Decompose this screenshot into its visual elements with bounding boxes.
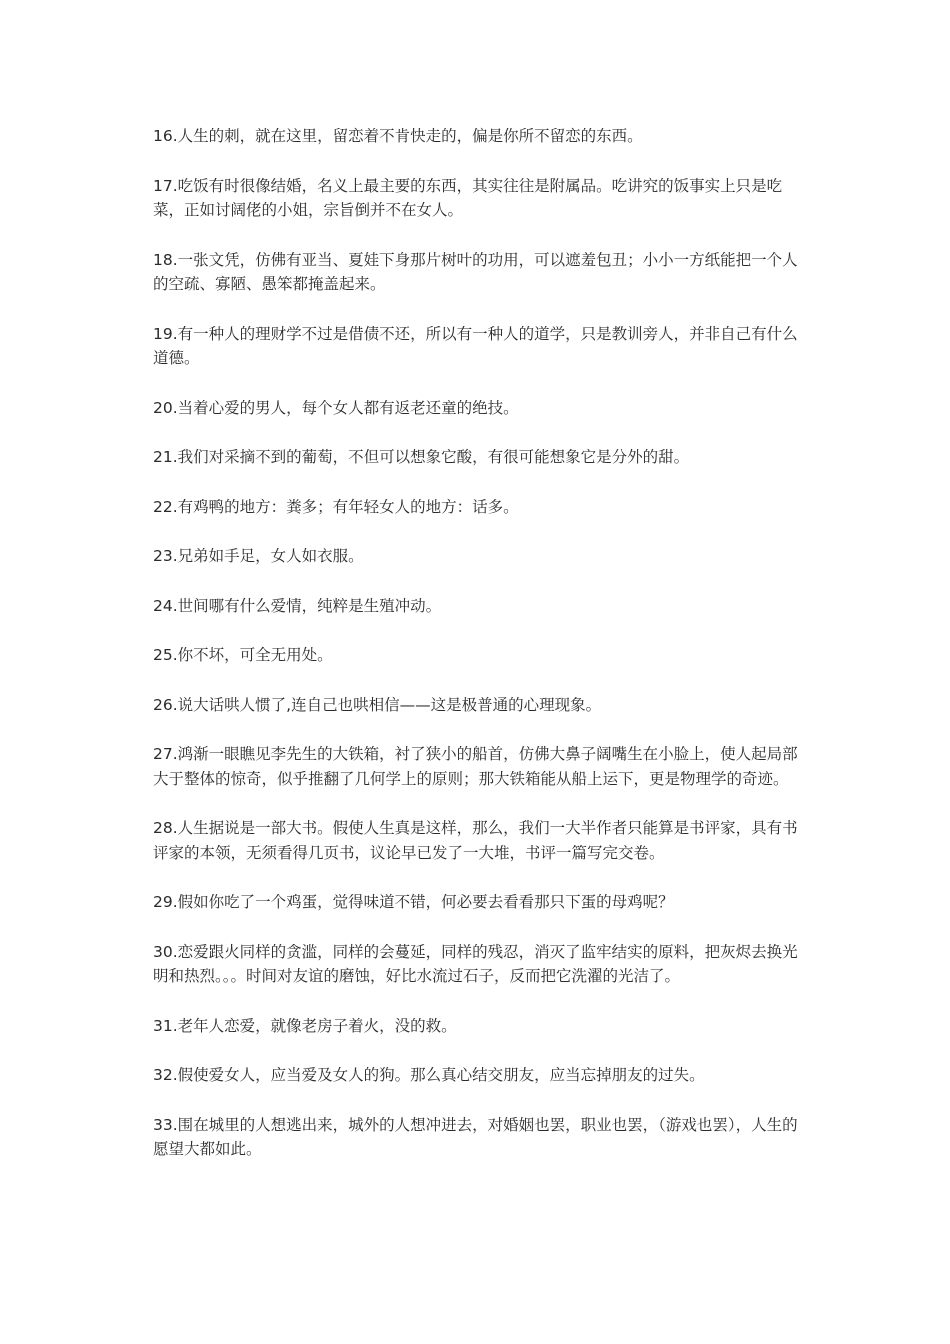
quote-21: 21.我们对采摘不到的葡萄，不但可以想象它酸，有很可能想象它是分外的甜。 (153, 448, 690, 466)
quote-31: 31.老年人恋爱，就像老房子着火，没的救。 (153, 1016, 457, 1035)
document-page (153, 124, 813, 1187)
quote-27: 27.鸿渐一眼瞧见李先生的大铁箱，衬了狭小的船首，仿佛大鼻子阔嘴生在小脸上，使人起局部大于整体的惊奇，似乎推翻了几何学上的原则；那大铁箱能从船上运下，更是物理学的奇迹。 (153, 745, 798, 788)
quote-17: 17.吃饭有时很像结婚，名义上最主要的东西，其实往往是附属品。吃讲究的饭事实上只是吃菜，正如讨阔佬的小姐，宗旨倒并不在女人。 (153, 176, 783, 219)
quote-29: 29.假如你吃了一个鸡蛋，觉得味道不错，何必要去看看那只下蛋的母鸡呢？ (153, 893, 674, 911)
quote-25: 25.你不坏，可全无用处。 (153, 646, 333, 664)
quote-22: 22.有鸡鸭的地方：粪多；有年轻女人的地方：话多。 (153, 497, 519, 516)
quote-33: 33.围在城里的人想逃出来，城外的人想冲进去，对婚姻也罢，职业也罢，（游戏也罢），人生的愿望大都如此。 (153, 1115, 798, 1158)
quote-23: 23.兄弟如手足，女人如衣服。 (153, 547, 364, 565)
quote-28: 28.人生据说是一部大书。假使人生真是这样，那么，我们一大半作者只能算是书评家，具有书评家的本领，无须看得几页书，议论早已发了一大堆，书评一篇写完交卷。 (153, 819, 798, 862)
quote-18: 18.一张文凭，仿佛有亚当、夏娃下身那片树叶的功用，可以遮羞包丑；小小一方纸能把一个人的空疏、寡陋、愚笨都掩盖起来。 (153, 250, 798, 293)
quote-20: 20.当着心爱的男人，每个女人都有返老还童的绝技。 (153, 398, 519, 417)
quote-24: 24.世间哪有什么爱情，纯粹是生殖冲动。 (153, 596, 442, 615)
quote-19: 19.有一种人的理财学不过是借债不还，所以有一种人的道学，只是教训旁人，并非自己有什么道德。 (153, 324, 798, 367)
quote-26: 26.说大话哄人惯了,连自己也哄相信——这是极普通的心理现象。 (153, 695, 602, 714)
quote-32: 32.假使爱女人，应当爱及女人的狗。那么真心结交朋友，应当忘掉朋友的过失。 (153, 1066, 705, 1084)
quote-16: 16.人生的刺，就在这里，留恋着不肯快走的，偏是你所不留恋的东西。 (153, 127, 643, 145)
quote-30: 30.恋爱跟火同样的贪滥，同样的会蔓延，同样的残忍，消灭了监牢结实的原料，把灰烬去换光明和热烈。。。时间对友谊的磨蚀，好比水流过石子，反而把它洗濯的光洁了。 (153, 942, 798, 985)
